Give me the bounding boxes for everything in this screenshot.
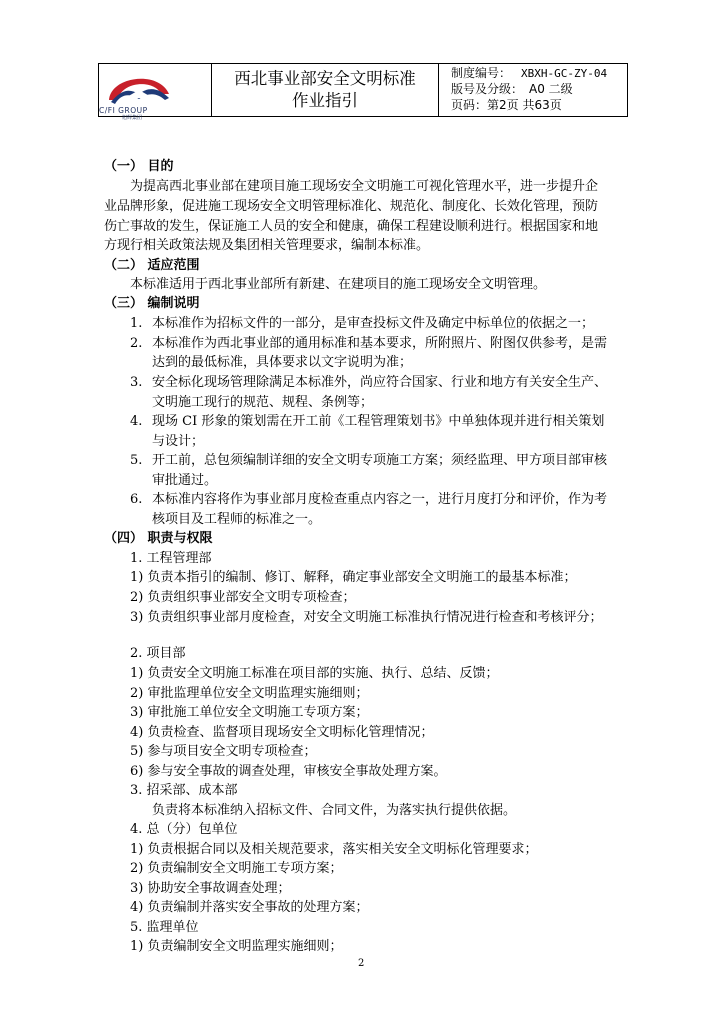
- list-item-continued: 核项目及工程师的标准之一。: [152, 512, 322, 527]
- list-item: 本标准作为招标文件的一部分，是审查投标文件及确定中标单位的依据之一；: [152, 316, 595, 331]
- title-line-2: 作业指引: [292, 91, 358, 110]
- section-heading: （四） 职责与权限: [104, 531, 213, 546]
- list-item: 4) 负责编制并落实安全事故的处理方案；: [130, 900, 369, 915]
- document-title: [211, 64, 439, 116]
- version-value: A0 二级: [529, 82, 573, 96]
- document-header: [98, 63, 628, 121]
- list-item-continued: 文明施工现行的规范、规程、条例等；: [152, 395, 374, 410]
- logo-text: C/FI GROUP: [99, 106, 148, 115]
- code-row: [451, 65, 607, 82]
- section-heading: （二） 适应范围: [104, 258, 200, 273]
- page-row: [451, 97, 562, 114]
- logo-subtext: 旭辉集团: [122, 115, 143, 121]
- document-meta: [439, 64, 627, 116]
- list-number: 5.: [130, 453, 143, 468]
- list-item: 2) 负责组织事业部安全文明专项检查；: [130, 590, 356, 605]
- list-item: 1) 负责安全文明施工标准在项目部的实施、执行、总结、反馈；: [130, 666, 499, 681]
- list-item: 1) 负责编制安全文明监理实施细则；: [130, 939, 343, 954]
- company-logo-icon: [99, 64, 179, 108]
- list-item: 4) 负责检查、监督项目现场安全文明标化管理情况；: [130, 725, 434, 740]
- list-item: 本标准作为西北事业部的通用标准和基本要求，所附照片、附图仅供参考，是需: [152, 336, 608, 351]
- version-label: 版号及分级：: [451, 82, 524, 96]
- paragraph-line: 业品牌形象，促进施工现场安全文明管理标准化、规范化、制度化、长效化管理，预防: [104, 199, 599, 214]
- list-item-continued: 与设计；: [152, 434, 205, 449]
- list-item: 3) 负责组织事业部月度检查，对安全文明施工标准执行情况进行检查和考核评分；: [130, 610, 603, 625]
- list-item: 3) 协助安全事故调查处理；: [130, 881, 291, 896]
- list-number: 1.: [130, 316, 143, 331]
- paragraph-line: 为提高西北事业部在建项目施工现场安全文明施工可视化管理水平，进一步提升企: [130, 179, 599, 194]
- list-number: 3.: [130, 375, 143, 390]
- paragraph-line: 本标准适用于西北事业部所有新建、在建项目的施工现场安全文明管理。: [130, 277, 547, 292]
- section-heading: （三） 编制说明: [104, 296, 200, 311]
- list-item: 5) 参与项目安全文明专项检查；: [130, 744, 317, 759]
- paragraph-line: 负责将本标准纳入招标文件、合同文件，为落实执行提供依据。: [152, 803, 517, 818]
- section-heading: （一） 目的: [104, 159, 174, 174]
- page-label: 页码：第2页 共63页: [451, 98, 562, 112]
- list-item: 开工前，总包须编制详细的安全文明专项施工方案；须经监理、甲方项目部审核: [152, 453, 608, 468]
- list-item: 现场 CI 形象的策划需在开工前《工程管理策划书》中单独体现并进行相关策划: [152, 414, 605, 429]
- list-number: 2.: [130, 336, 143, 351]
- version-row: [451, 81, 573, 98]
- list-item: 2) 审批监理单位安全文明监理实施细则；: [130, 686, 369, 701]
- sub-heading: 1. 工程管理部: [130, 551, 212, 566]
- logo: [99, 64, 211, 121]
- sub-heading: 3. 招采部、成本部: [130, 783, 238, 798]
- code-value: XBXH-GC-ZY-04: [521, 67, 608, 80]
- list-item: 3) 审批施工单位安全文明施工专项方案；: [130, 705, 369, 720]
- list-item: 1) 负责根据合同以及相关规范要求，落实相关安全文明标化管理要求；: [130, 842, 538, 857]
- list-item-continued: 达到的最低标准，具体要求以文字说明为准；: [152, 355, 413, 370]
- list-item: 本标准内容将作为事业部月度检查重点内容之一，进行月度打分和评价，作为考: [152, 492, 608, 507]
- sub-heading: 5. 监理单位: [130, 920, 199, 935]
- list-number: 4.: [130, 414, 143, 429]
- sub-heading: 2. 项目部: [130, 646, 186, 661]
- title-line-1: 西北事业部安全文明标准: [234, 69, 416, 88]
- list-item: 2) 负责编制安全文明施工专项方案；: [130, 861, 343, 876]
- list-item: 安全标化现场管理除满足本标准外，尚应符合国家、行业和地方有关安全生产、: [152, 375, 608, 390]
- code-label: 制度编号：: [451, 66, 512, 80]
- list-item: 6) 参与安全事故的调查处理，审核安全事故处理方案。: [130, 764, 447, 779]
- list-item: 1) 负责本指引的编制、修订、解释，确定事业部安全文明施工的最基本标准；: [130, 570, 577, 585]
- list-number: 6.: [130, 492, 143, 507]
- paragraph-line: 方现行相关政策法规及集团相关管理要求，编制本标准。: [104, 238, 430, 253]
- sub-heading: 4. 总（分）包单位: [130, 822, 238, 837]
- page-number: 2: [358, 958, 365, 969]
- paragraph-line: 伤亡事故的发生，保证施工人员的安全和健康，确保工程建设顺利进行。根据国家和地: [104, 219, 599, 234]
- list-item-continued: 审批通过。: [152, 473, 218, 488]
